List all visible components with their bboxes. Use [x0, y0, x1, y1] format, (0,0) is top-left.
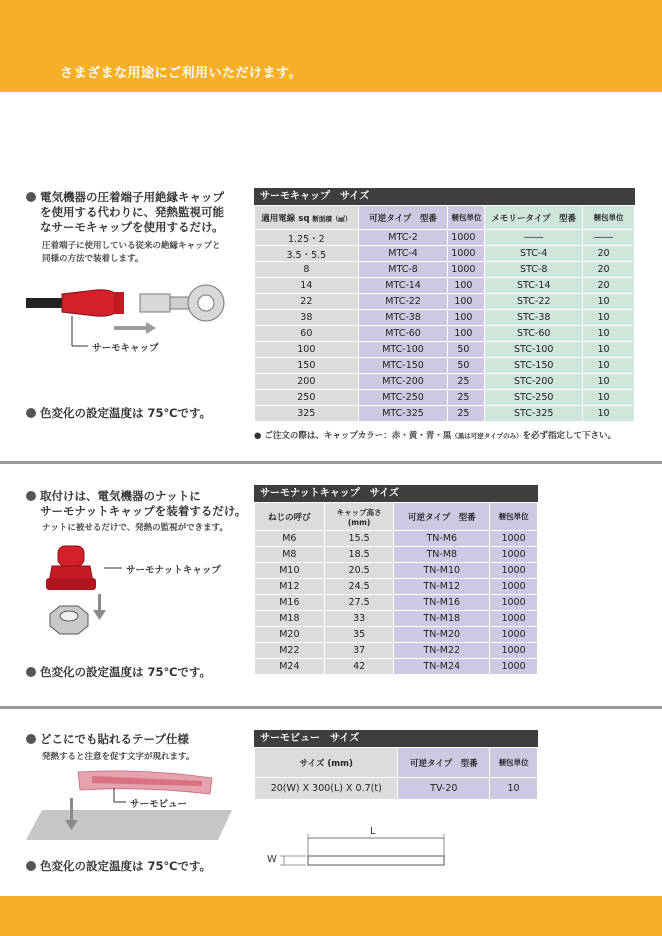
section2-bullet-line: 取付けは、電気機器のナットに — [40, 489, 201, 503]
table-cell: 20.5 — [324, 563, 394, 579]
col-header: 梱包単位 — [490, 748, 538, 778]
table-row — [255, 595, 538, 611]
table-cell: 20 — [583, 262, 635, 278]
table-cell: TN-M6 — [394, 531, 490, 547]
col-header: サイズ (mm) — [255, 748, 398, 778]
footnote-small: （黒は可逆タイプのみ） — [451, 432, 523, 440]
table-cell: 10 — [583, 358, 635, 374]
table-cell: 1000 — [448, 262, 485, 278]
table-cell: 10 — [583, 406, 635, 422]
table-cell: TN-M20 — [394, 627, 490, 643]
table-cell: 24.5 — [324, 579, 394, 595]
nut-cap-table-title: サーモナットキャップ サイズ — [254, 485, 538, 502]
width-label: W — [267, 854, 277, 865]
table-cell: MTC-250 — [358, 390, 448, 406]
wire — [26, 298, 66, 308]
table-cell: 1000 — [490, 659, 538, 675]
table-cell: TN-M8 — [394, 547, 490, 563]
footnote-text: を必ず指定して下さい。 — [522, 431, 616, 441]
thermo-cap-table — [254, 205, 635, 422]
table-cell: 50 — [448, 342, 485, 358]
table-cell: 100 — [448, 326, 485, 342]
push-arrow-icon — [114, 322, 156, 334]
section1-note-line: 同様の方法で装着します。 — [42, 254, 144, 264]
table-cell: STC-22 — [485, 294, 583, 310]
table-cell: 100 — [448, 310, 485, 326]
footer-bar — [0, 896, 662, 936]
thermo-cap-table-body — [255, 230, 635, 422]
nut-cap-table-body — [255, 531, 538, 675]
thermo-cap — [62, 290, 122, 316]
table-cell: MTC-100 — [358, 342, 448, 358]
table-row — [255, 374, 635, 390]
table-cell: 37 — [324, 643, 394, 659]
table-row — [255, 579, 538, 595]
col-header: メモリータイプ 型番 — [485, 206, 583, 230]
table-cell: 10 — [490, 778, 538, 800]
table-row — [255, 778, 538, 800]
table-cell: 100 — [448, 278, 485, 294]
dimension-diagram — [262, 822, 462, 872]
bullet-dot — [26, 667, 36, 677]
table-cell: 1000 — [490, 611, 538, 627]
surface-plane — [26, 810, 232, 840]
table-cell: 10 — [583, 390, 635, 406]
col-header: ねじの呼び — [255, 503, 325, 531]
down-arrow-icon — [98, 594, 101, 612]
table-cell: MTC-325 — [358, 406, 448, 422]
table-cell: 10 — [583, 294, 635, 310]
table-cell: MTC-200 — [358, 374, 448, 390]
cap-rim — [114, 292, 124, 314]
col-header: 可逆タイプ 型番 — [398, 748, 490, 778]
table-cell: TN-M12 — [394, 579, 490, 595]
col-header: 梱包単位 — [448, 206, 485, 230]
nut-cap-top — [58, 546, 84, 566]
table-cell: STC-14 — [485, 278, 583, 294]
table-cell: TN-M22 — [394, 643, 490, 659]
table-cell: 1000 — [448, 246, 485, 262]
nut-cap-illustration — [40, 540, 220, 645]
table-cell: 1000 — [448, 230, 485, 246]
table-cell: 1000 — [490, 563, 538, 579]
table-cell: M16 — [255, 595, 325, 611]
section2-note: ナットに被せるだけで、発熱の監視ができます。 — [42, 523, 228, 533]
table-cell: M24 — [255, 659, 325, 675]
table-row — [255, 310, 635, 326]
table-cell: 35 — [324, 627, 394, 643]
table-cell: 18.5 — [324, 547, 394, 563]
section3-bullet-text: どこにでも貼れるテープ仕様 — [40, 732, 189, 746]
thermo-cap-table-title: サーモキャップ サイズ — [254, 188, 635, 205]
section-divider — [0, 461, 662, 464]
table-cell: 8 — [255, 262, 359, 278]
table-row — [255, 627, 538, 643]
table-cell: 15.5 — [324, 531, 394, 547]
table-cell: 100 — [255, 342, 359, 358]
section3-temp-text: 色変化の設定温度は 75℃です。 — [40, 859, 212, 873]
section2-temp — [26, 664, 211, 680]
table-cell: STC-60 — [485, 326, 583, 342]
table-cell: STC-200 — [485, 374, 583, 390]
nut-cap-callout: サーモナットキャップ — [126, 565, 221, 576]
table-cell: 20 — [583, 278, 635, 294]
page-headline: さまざまな用途にご利用いただけます。 — [60, 66, 302, 81]
table-cell: 60 — [255, 326, 359, 342]
section2-bullet — [26, 489, 246, 519]
table-cell: 1000 — [490, 643, 538, 659]
thermo-view-table — [254, 747, 538, 800]
footnote-text: ● ご注文の際は、キャップカラー：赤・黄・青・黒 — [254, 431, 452, 441]
table-cell: M10 — [255, 563, 325, 579]
table-cell: TV-20 — [398, 778, 490, 800]
table-cell: 3.5・5.5 — [255, 246, 359, 262]
section2-temp-text: 色変化の設定温度は 75℃です。 — [40, 665, 212, 679]
down-arrow-icon — [70, 798, 73, 822]
table-row — [255, 294, 635, 310]
table-cell: 38 — [255, 310, 359, 326]
table-cell: 150 — [255, 358, 359, 374]
table-cell: 20(W) X 300(L) X 0.7(t) — [255, 778, 398, 800]
table-cell: 33 — [324, 611, 394, 627]
table-row — [255, 326, 635, 342]
section3-bullet — [26, 732, 189, 747]
terminal-hole — [198, 295, 214, 311]
table-cell: 20 — [583, 246, 635, 262]
table-cell: STC-250 — [485, 390, 583, 406]
table-cell: STC-4 — [485, 246, 583, 262]
table-cell: 50 — [448, 358, 485, 374]
bullet-dot — [26, 192, 36, 202]
table-row — [255, 547, 538, 563]
table-cell: TN-M16 — [394, 595, 490, 611]
table-cell: 1000 — [490, 627, 538, 643]
table-cell: 1000 — [490, 579, 538, 595]
section1-bullet-line: なサーモキャップを使用するだけ。 — [40, 220, 224, 234]
col-header: 可逆タイプ 型番 — [394, 503, 490, 531]
nut-cap-rim — [46, 578, 96, 590]
table-cell: MTC-150 — [358, 358, 448, 374]
table-row — [255, 358, 635, 374]
table-cell: M18 — [255, 611, 325, 627]
table-cell: 10 — [583, 326, 635, 342]
table-cell: 1000 — [490, 595, 538, 611]
table-cell: 25 — [448, 390, 485, 406]
nut-bolt — [60, 611, 78, 621]
table-cell: MTC-38 — [358, 310, 448, 326]
section2-bullet-line: サーモナットキャップを装着するだけ。 — [40, 504, 247, 518]
section3-temp — [26, 858, 211, 874]
table-row — [255, 230, 635, 246]
col-header: キャップ高さ (mm) — [324, 503, 394, 531]
col-header — [255, 206, 359, 230]
table-cell: MTC-60 — [358, 326, 448, 342]
table-cell: 25 — [448, 406, 485, 422]
section1-temp-text: 色変化の設定温度は 75℃です。 — [40, 406, 212, 420]
table-cell: M20 — [255, 627, 325, 643]
table-cell: 200 — [255, 374, 359, 390]
length-label: L — [370, 826, 376, 837]
table-cell: TN-M24 — [394, 659, 490, 675]
table-row — [255, 531, 538, 547]
tape-outline — [308, 856, 444, 865]
down-arrow-head — [93, 610, 106, 620]
table-cell: 325 — [255, 406, 359, 422]
table-cell: ―― — [583, 230, 635, 246]
table-cell: MTC-2 — [358, 230, 448, 246]
col-header-text: 適用電線 sq — [261, 213, 310, 224]
table-cell: 250 — [255, 390, 359, 406]
col-header: 梱包単位 — [583, 206, 635, 230]
table-cell: 14 — [255, 278, 359, 294]
table-cell: M6 — [255, 531, 325, 547]
table-cell: 1000 — [490, 547, 538, 563]
thermo-cap-callout: サーモキャップ — [92, 343, 159, 354]
table-row — [255, 278, 635, 294]
table-cell: M8 — [255, 547, 325, 563]
table-cell: STC-38 — [485, 310, 583, 326]
bullet-dot — [26, 491, 36, 501]
table-cell: 1.25・2 — [255, 230, 359, 246]
section1-bullet-line: を使用する代わりに、発熱監視可能 — [40, 205, 224, 219]
thermo-view-table-title: サーモビュー サイズ — [254, 730, 538, 747]
col-header: 梱包単位 — [490, 503, 538, 531]
table-cell: STC-100 — [485, 342, 583, 358]
table-row — [255, 246, 635, 262]
table-row — [255, 390, 635, 406]
table-cell: MTC-4 — [358, 246, 448, 262]
header-bar — [0, 0, 662, 92]
section-divider — [0, 706, 662, 709]
table-cell: 10 — [583, 310, 635, 326]
nut-cap-table — [254, 502, 538, 675]
section1-note-line: 圧着端子に使用している従来の絶縁キャップと — [42, 241, 221, 251]
table-row — [255, 659, 538, 675]
table-row — [255, 262, 635, 278]
section1-bullet — [26, 190, 224, 235]
col-header: 可逆タイプ 型番 — [358, 206, 448, 230]
section1-temp — [26, 405, 211, 421]
table-cell: ―― — [485, 230, 583, 246]
table-cell: 42 — [324, 659, 394, 675]
bullet-dot — [26, 734, 36, 744]
section1-bullet-line: 電気機器の圧着端子用絶縁キャップ — [40, 190, 224, 204]
bullet-dot — [26, 861, 36, 871]
table-cell: TN-M18 — [394, 611, 490, 627]
table-cell: TN-M10 — [394, 563, 490, 579]
table-row — [255, 643, 538, 659]
table-row — [255, 342, 635, 358]
table-cell: STC-325 — [485, 406, 583, 422]
table-cell: MTC-14 — [358, 278, 448, 294]
table-cell: 22 — [255, 294, 359, 310]
section1-note — [42, 240, 221, 266]
table-cell: MTC-8 — [358, 262, 448, 278]
bullet-dot — [26, 408, 36, 418]
col-header-sub: 断面積（㎟） — [312, 214, 352, 223]
section3-note: 発熱すると注意を促す文字が現れます。 — [42, 752, 195, 762]
table-cell: STC-8 — [485, 262, 583, 278]
table-cell: M22 — [255, 643, 325, 659]
table-cell: 25 — [448, 374, 485, 390]
table-cell: 1000 — [490, 531, 538, 547]
table-cell: 100 — [448, 294, 485, 310]
table-cell: STC-150 — [485, 358, 583, 374]
thermo-view-callout: サーモビュー — [130, 799, 188, 810]
order-footnote — [254, 429, 616, 441]
table-row — [255, 611, 538, 627]
terminal-barrel — [140, 294, 170, 312]
table-row — [255, 406, 635, 422]
table-cell: 10 — [583, 374, 635, 390]
table-cell: 27.5 — [324, 595, 394, 611]
table-cell: 10 — [583, 342, 635, 358]
table-row — [255, 563, 538, 579]
table-cell: M12 — [255, 579, 325, 595]
table-cell: MTC-22 — [358, 294, 448, 310]
